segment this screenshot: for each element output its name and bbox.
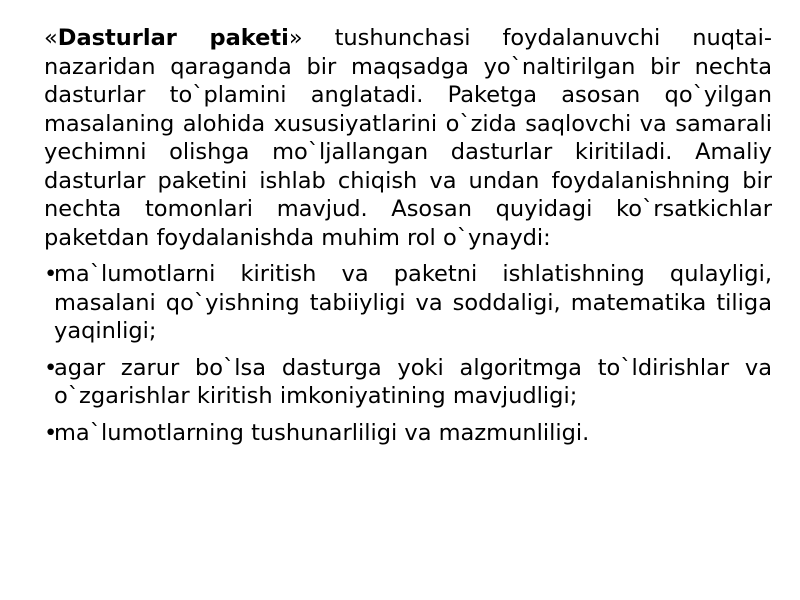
bullet-icon: • — [44, 261, 58, 287]
bullet-icon: • — [44, 354, 58, 381]
bullet-text-clarity: ma`lumotlarning tushunarliligi va mazmunliligi. — [54, 419, 590, 446]
open-quote: « — [44, 25, 58, 51]
term-dasturlar-paketi: Dasturlar paketi — [57, 25, 289, 51]
bullet-text-modifiability: agar zarur bo`lsa dasturga yoki algoritmga to`ldirishlar va o`zgarishlar kiritish imkoniyatining mavjudligi; — [54, 354, 772, 409]
close-quote: » — [288, 25, 303, 51]
slide-body — [44, 24, 772, 447]
bullet-item — [44, 260, 772, 346]
intro-paragraph — [44, 24, 772, 252]
intro-text: tushunchasi foydalanuvchi nuqtai-nazaridan qaraganda bir maqsadga yo`naltirilgan bir nechta dasturlar to`plamini anglatadi. Paketga asosan qo`yilgan masalaning alohida xususiyatlarini o`zida saqlovchi va samarali yechimni olishga mo`ljallangan dasturlar kiritiladi. Amaliy dasturlar paketini ishlab chiqish va undan foydalanishning bir nechta tomonlari mavjud. Asosan quyidagi ko`rsatkichlar paketdan foydalanishda muhim rol o`ynaydi: — [44, 25, 772, 251]
bullet-item — [44, 419, 772, 448]
bullet-icon: • — [44, 419, 58, 446]
bullet-text-convenience: ma`lumotlarni kiritish va paketni ishlatishning qulayligi, masalani qo`yishning tabiiyligi va soddaligi, matematika tiliga yaqinligi; — [54, 261, 772, 344]
bullet-item — [44, 354, 772, 411]
